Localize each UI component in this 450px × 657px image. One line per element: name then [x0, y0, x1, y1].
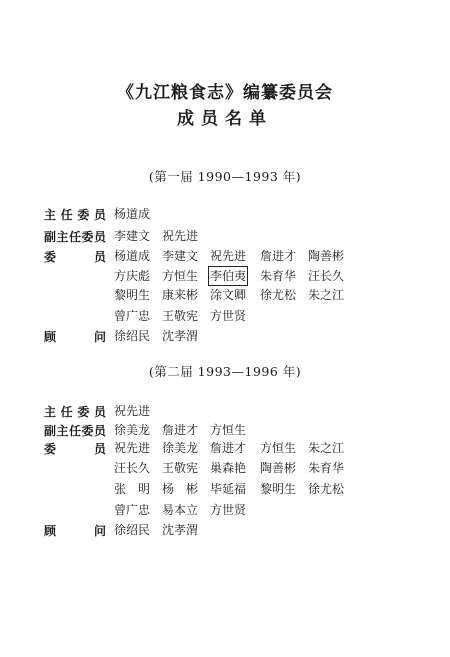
advisor-label-char: 问: [93, 524, 106, 538]
members-label: [44, 248, 106, 264]
member-name: 方恒生: [260, 441, 297, 455]
deputy-director-label-char: 主: [56, 230, 69, 244]
member-name: 杨 彬: [162, 482, 199, 496]
advisor-label-char: 问: [93, 330, 106, 344]
member-name: 李建文: [114, 229, 151, 243]
member-name: 詹进才: [260, 249, 297, 263]
members-label-char: 员: [93, 442, 106, 456]
member-name: 易本立: [162, 503, 199, 517]
member-name: 曾广忠: [114, 309, 151, 323]
member-name: 李伯夷: [210, 269, 247, 283]
member-name: 方世贤: [210, 309, 247, 323]
members-label-char: 委: [44, 442, 57, 456]
director-label-char: 主: [44, 208, 57, 222]
deputy-director-label: [44, 228, 106, 244]
deputy-director-label-char: 任: [68, 424, 81, 438]
advisor-label-char: 顾: [44, 330, 57, 344]
director-label-char: 员: [93, 405, 106, 419]
member-name: 祝先进: [114, 404, 151, 418]
member-name: 祝先进: [162, 229, 199, 243]
advisor-label-char: 顾: [44, 524, 57, 538]
member-name: 朱之江: [308, 288, 345, 302]
member-name: 陶善彬: [308, 249, 345, 263]
session-title: (第二届 1993—1996 年): [148, 364, 302, 379]
members-label: [44, 440, 106, 456]
deputy-director-label-char: 主: [56, 424, 69, 438]
member-name: 黎明生: [260, 482, 297, 496]
member-name: 方庆彪: [114, 269, 151, 283]
director-label: [44, 206, 106, 222]
member-name: 朱之江: [308, 441, 345, 455]
deputy-director-label-char: 员: [93, 230, 106, 244]
member-name: 张 明: [114, 482, 151, 496]
member-name: 方世贤: [210, 503, 247, 517]
deputy-director-label-char: 委: [81, 424, 94, 438]
member-name: 徐绍民: [114, 329, 151, 343]
advisor-label: [44, 328, 106, 344]
director-label-char: 员: [93, 208, 106, 222]
member-name: 徐尤松: [308, 482, 345, 496]
member-name: 杨道成: [114, 207, 151, 221]
member-name: 徐尤松: [260, 288, 297, 302]
member-name: 沈孝渭: [162, 329, 199, 343]
member-name: 毕延福: [210, 482, 247, 496]
member-name: 陶善彬: [260, 461, 297, 475]
director-label-char: 任: [60, 405, 73, 419]
director-label-char: 主: [44, 405, 57, 419]
advisor-label: [44, 522, 106, 538]
member-name: 祝先进: [210, 249, 247, 263]
member-name: 沈孝渭: [162, 523, 199, 537]
deputy-director-label: [44, 422, 106, 438]
member-name: 徐美龙: [114, 423, 151, 437]
member-name: 王敬宪: [162, 461, 199, 475]
members-label-char: 员: [93, 250, 106, 264]
members-label-char: 委: [44, 250, 57, 264]
member-name: 方恒生: [162, 269, 199, 283]
member-name: 王敬宪: [162, 309, 199, 323]
deputy-director-label-char: 任: [68, 230, 81, 244]
deputy-director-label-char: 委: [81, 230, 94, 244]
deputy-director-label-char: 副: [44, 230, 57, 244]
member-name: 朱育华: [260, 269, 297, 283]
member-name: 詹进才: [162, 423, 199, 437]
member-name: 徐美龙: [162, 441, 199, 455]
member-name: 朱育华: [308, 461, 345, 475]
member-name: 汪长久: [308, 269, 345, 283]
director-label: [44, 403, 106, 419]
member-name: 方恒生: [210, 423, 247, 437]
member-name: 汪长久: [114, 461, 151, 475]
deputy-director-label-char: 副: [44, 424, 57, 438]
director-label-char: 委: [77, 208, 90, 222]
member-name: 巢森艳: [210, 461, 247, 475]
document-subtitle: 成员名单: [177, 109, 273, 129]
member-name: 涂文卿: [210, 288, 247, 302]
director-label-char: 任: [60, 208, 73, 222]
session-title: (第一届 1990—1993 年): [148, 169, 302, 184]
member-name: 詹进才: [210, 441, 247, 455]
member-name: 徐绍民: [114, 523, 151, 537]
member-name: 曾广忠: [114, 503, 151, 517]
member-name: 杨道成: [114, 249, 151, 263]
deputy-director-label-char: 员: [93, 424, 106, 438]
document-title: 《九江粮食志》编纂委员会: [117, 83, 333, 103]
director-label-char: 委: [77, 405, 90, 419]
member-name: 祝先进: [114, 441, 151, 455]
member-name: 黎明生: [114, 288, 151, 302]
member-name: 李建文: [162, 249, 199, 263]
member-name: 康来彬: [162, 288, 199, 302]
